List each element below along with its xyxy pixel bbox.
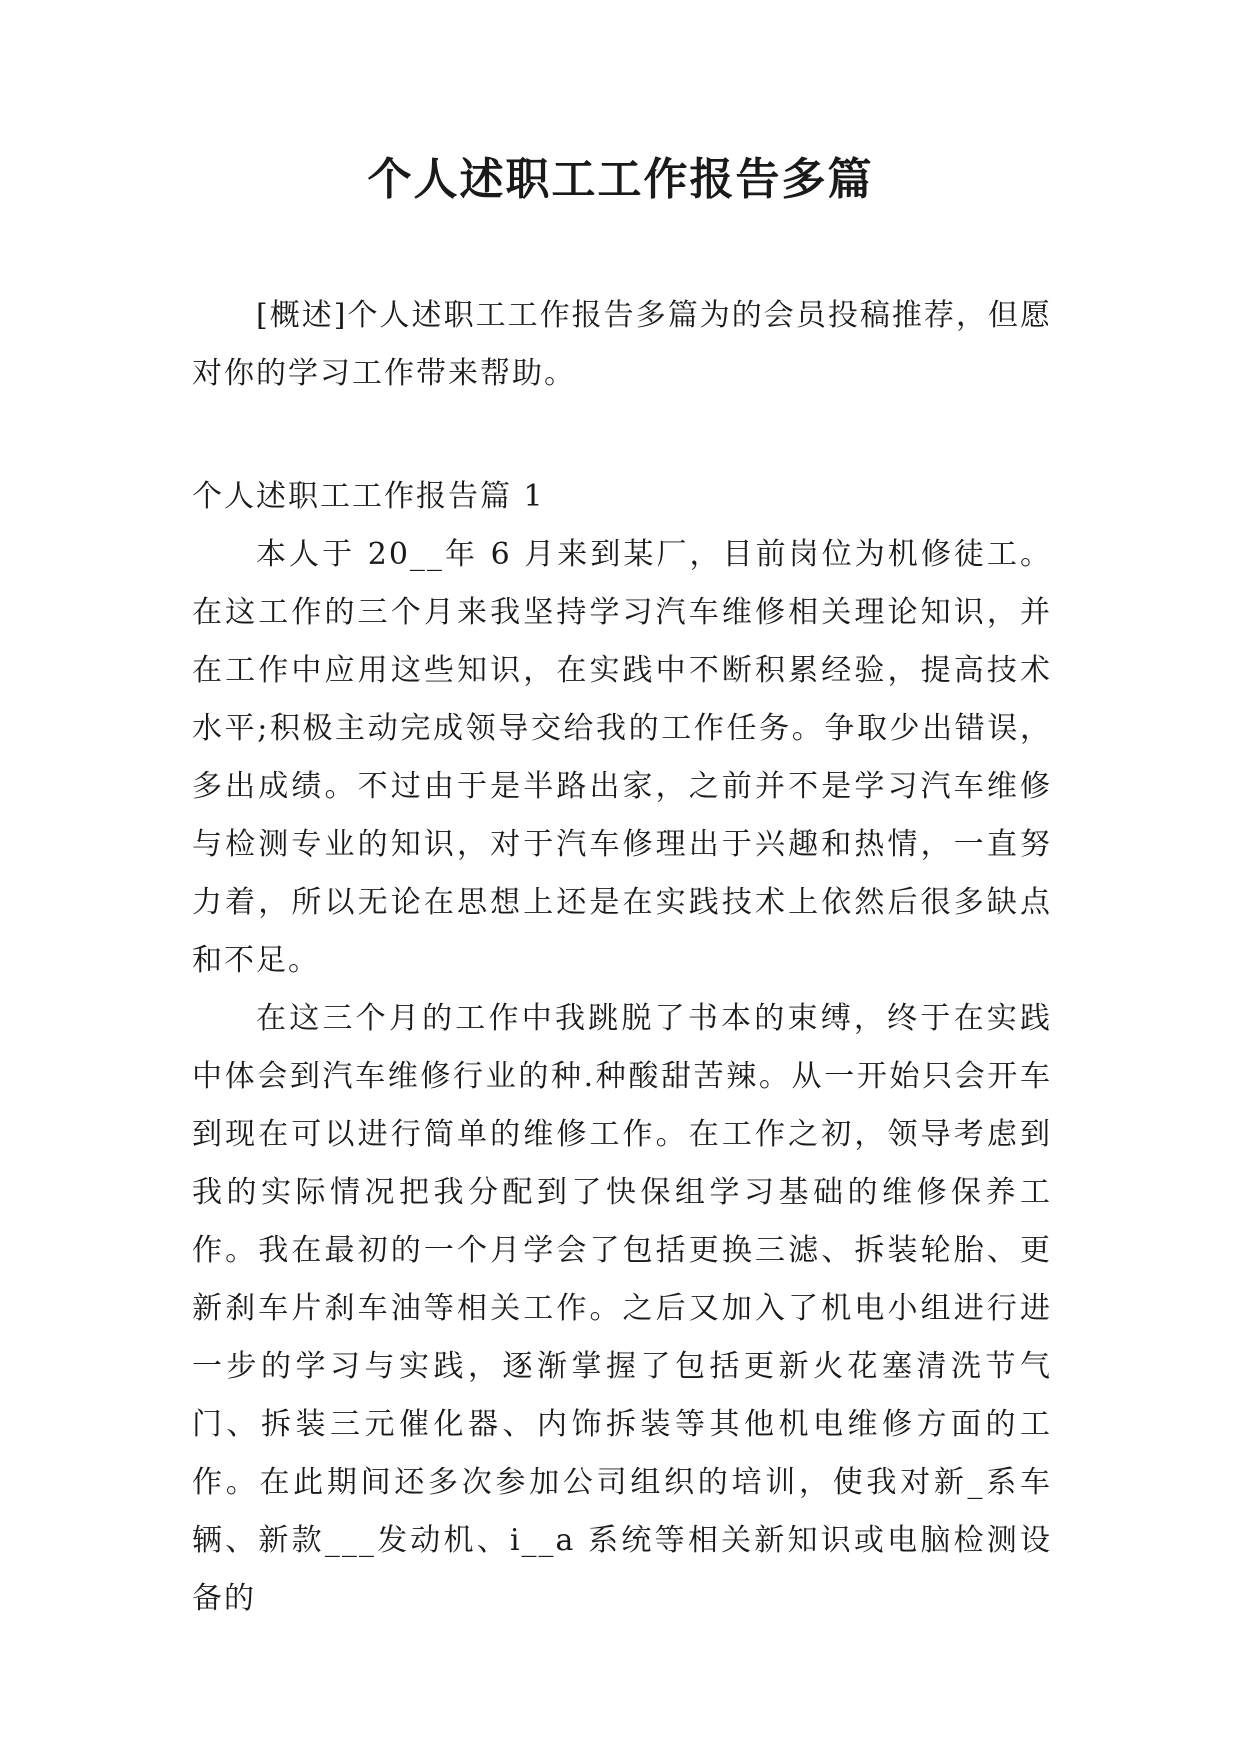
summary-paragraph: [概述]个人述职工工作报告多篇为的会员投稿推荐，但愿对你的学习工作带来帮助。 [192, 298, 1052, 391]
document-title: 个人述职工工作报告多篇 [367, 154, 874, 205]
body-paragraph-2: 在这三个月的工作中我跳脱了书本的束缚，终于在实践中体会到汽车维修行业的种.种酸甜苦辣。从一开始只会开车到现在可以进行简单的维修工作。在工作之初，领导考虑到我的实际情况把我分配到了快保组学习基础的维修保养工作。我在最初的一个月学会了包括更换三滤、拆装轮胎、更新刹车片刹车油等相关工作。之后又加入了机电小组进行进一步的学习与实践，逐渐掌握了包括更新火花塞清洗节气门、拆装三元催化器、内饰拆装等其他机电维修方面的工作。在此期间还多次参加公司组织的培训，使我对新_系车辆、新款___发动机、i__a 系统等相关新知识或电脑检测设备的 [192, 1001, 1052, 1616]
section-heading: 个人述职工工作报告篇 1 [192, 479, 545, 514]
section-1 [192, 468, 1052, 1628]
body-paragraph-1: 本人于 20__年 6 月来到某厂，目前岗位为机修徒工。在这工作的三个月来我坚持学习汽车维修相关理论知识，并在工作中应用这些知识，在实践中不断积累经验，提高技术水平;积极主动完成领导交给我的工作任务。争取少出错误，多出成绩。不过由于是半路出家，之前并不是学习汽车维修与检测专业的知识，对于汽车修理出于兴趣和热情，一直努力着，所以无论在思想上还是在实践技术上依然后很多缺点和不足。 [192, 537, 1052, 978]
